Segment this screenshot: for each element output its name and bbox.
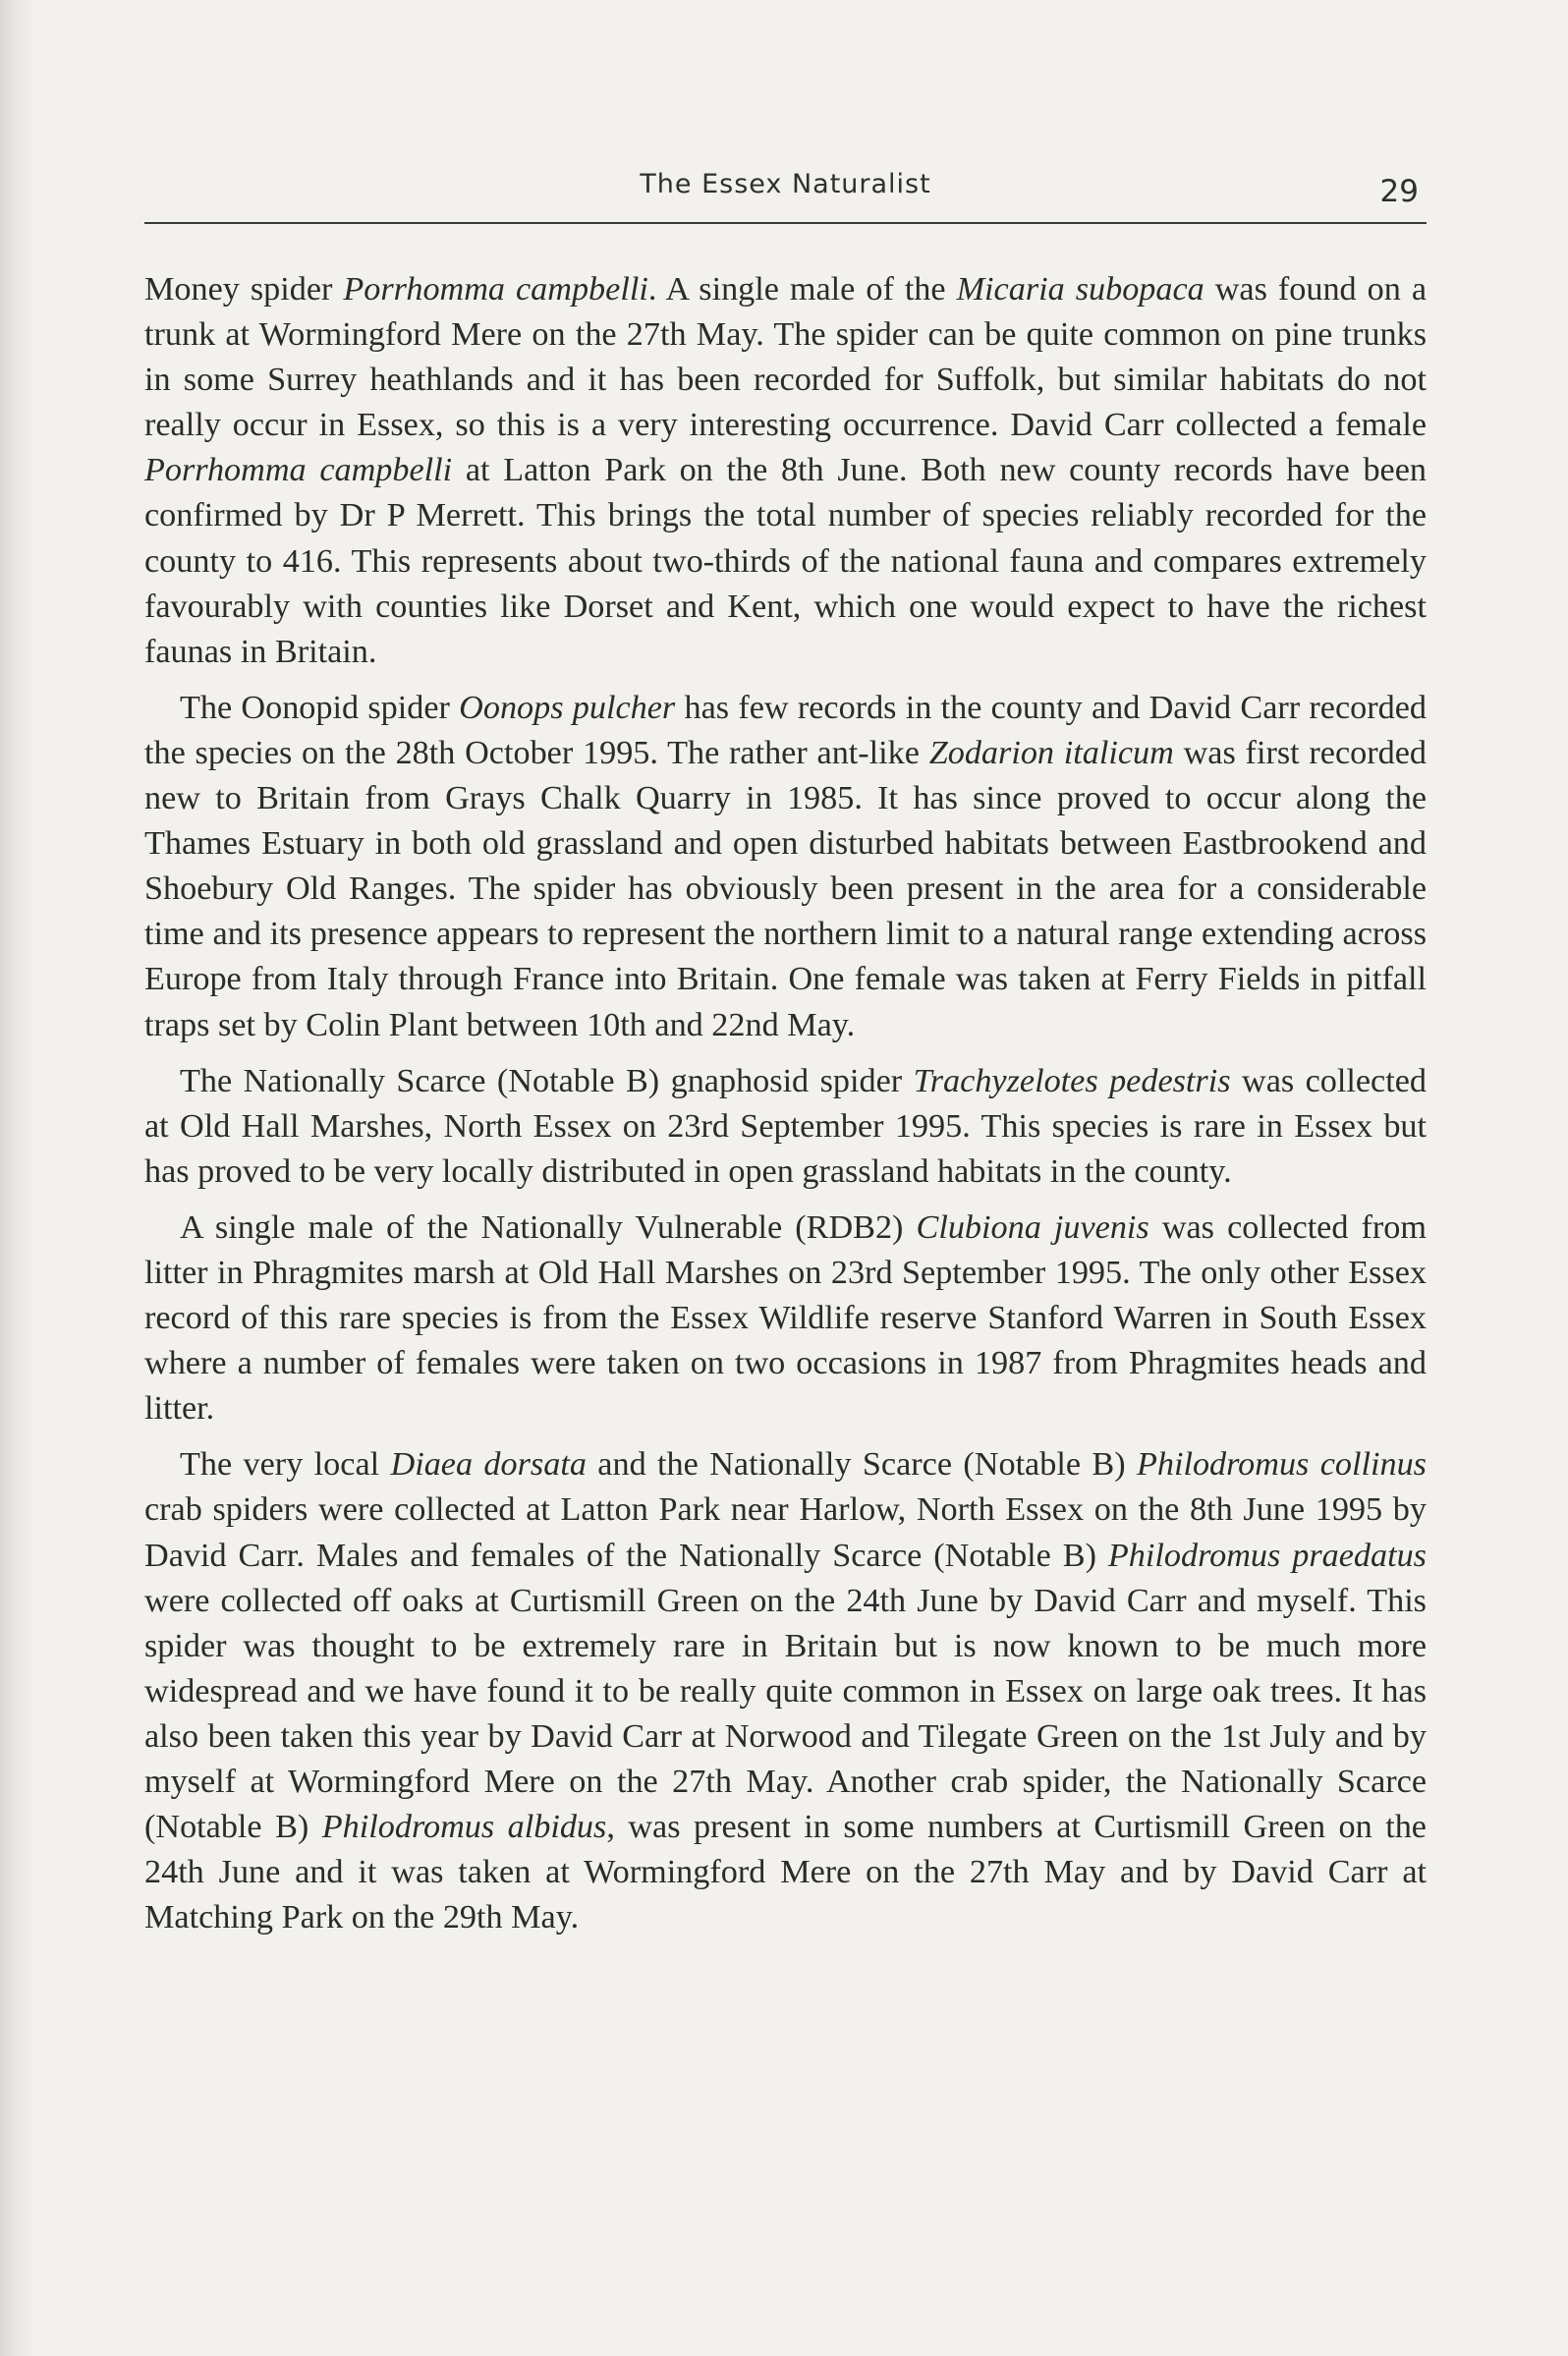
page-edge-shadow [0, 0, 35, 2356]
paragraph-1 [144, 267, 1427, 675]
species-name: Porrhomma campbelli [144, 452, 453, 489]
species-name: Zodarion italicum [928, 734, 1174, 771]
paragraph-5 [144, 1442, 1427, 1940]
text-run: The very local [180, 1446, 391, 1484]
text-run: was first recorded new to Britain from Grays Chalk Quarry in 1985. It has since proved to occur along the Thames Estuary in both old grassland and open disturbed habitats between Eastbrookend and Shoebury Old Ranges. The spider has obviously been present in the area for a considerable time and its presence appears to represent the northern limit to a natural range extending across Europe from Italy through France into Britain. One female was taken at Ferry Fields in pitfall traps set by Colin Plant between 10th and 22nd May. [144, 734, 1427, 1043]
species-name: Porrhomma campbelli [343, 271, 648, 308]
species-name: Philodromus albidus [321, 1809, 607, 1846]
text-run: at Latton Park on the 8th June. Both new county records have been confirmed by Dr P Merrett. This brings the total number of species reliably recorded for the county to 416. This represents about two-thirds of the national fauna and compares extremely favourably with counties like Dorset and Kent, which one would expect to have the richest faunas in Britain. [144, 452, 1427, 670]
text-run: , was present in some numbers at Curtismill Green on the 24th June and it was taken at Wormingford Mere on the 27th May and by David Carr at Matching Park on the 29th May. [144, 1809, 1427, 1936]
species-name: Oonops pulcher [459, 689, 676, 726]
header-rule [144, 222, 1427, 224]
text-run: was found on a trunk at Wormingford Mere on the 27th May. The spider can be quite common on pine trunks in some Surrey heathlands and it has been recorded for Suffolk, but similar habitats do not really occur in Essex, so this is a very interesting occurrence. David Carr collected a female [144, 271, 1427, 444]
text-run: The Nationally Scarce (Notable B) gnaphosid spider [180, 1062, 914, 1099]
page-number: 29 [1379, 174, 1419, 209]
text-run: . A single male of the [647, 271, 957, 308]
text-run: was collected from litter in Phragmites marsh at Old Hall Marshes on 23rd September 1995. The only other Essex record of this rare species is from the Essex Wildlife reserve Stanford Warren in South Essex where a number of females were taken on two occasions in 1987 from Phragmites heads and litter. [144, 1208, 1427, 1428]
paragraph-3 [144, 1059, 1427, 1195]
species-name: Trachyzelotes pedestris [913, 1062, 1231, 1099]
species-name: Philodromus praedatus [1107, 1537, 1427, 1574]
text-run: Money spider [144, 271, 344, 308]
text-run: and the Nationally Scarce (Notable B) [586, 1446, 1137, 1484]
running-title: The Essex Naturalist [640, 169, 931, 199]
text-run: has few records in the county and David Carr recorded the species on the 28th October 1995. The rather ant-like [144, 689, 1427, 771]
text-run: was collected at Old Hall Marshes, North Essex on 23rd September 1995. This species is rare in Essex but has proved to be very locally distributed in open grassland habitats in the county. [144, 1062, 1427, 1190]
paragraph-4 [144, 1206, 1427, 1431]
text-run: crab spiders were collected at Latton Park near Harlow, North Essex on the 8th June 1995 by David Carr. Males and females of the Nationally Scarce (Notable B) [144, 1491, 1427, 1574]
text-run: were collected off oaks at Curtismill Green on the 24th June by David Carr and myself. This spider was thought to be extremely rare in Britain but is now known to be much more widespread and we have found it to be really quite common in Essex on large oak trees. It has also been taken this year by David Carr at Norwood and Tilegate Green on the 1st July and by myself at Wormingford Mere on the 27th May. Another crab spider, the Nationally Scarce (Notable B) [144, 1582, 1427, 1846]
text-run: A single male of the Nationally Vulnerable (RDB2) [180, 1208, 917, 1246]
journal-page [144, 0, 1427, 1951]
species-name: Diaea dorsata [390, 1446, 587, 1484]
paragraph-2 [144, 686, 1427, 1048]
article-body [144, 267, 1427, 1940]
species-name: Philodromus collinus [1136, 1446, 1427, 1484]
page-header [144, 0, 1427, 228]
text-run: The Oonopid spider [180, 689, 460, 726]
species-name: Clubiona juvenis [916, 1208, 1149, 1246]
species-name: Micaria subopaca [956, 271, 1204, 308]
